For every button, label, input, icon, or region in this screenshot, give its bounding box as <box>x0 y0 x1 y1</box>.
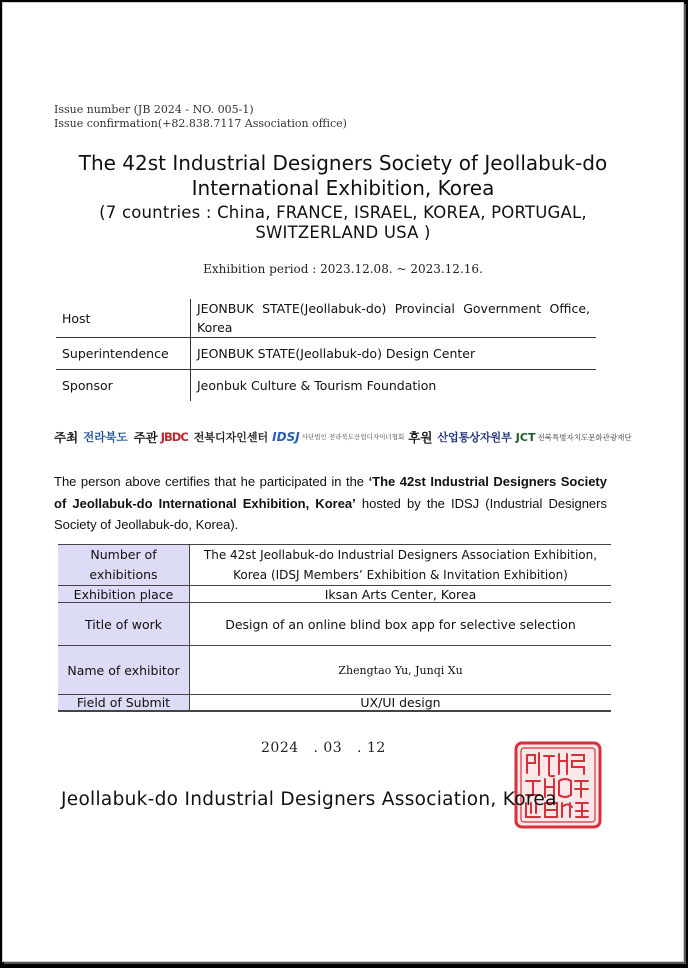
detail-key: Number of exhibitions <box>58 545 190 586</box>
design-center-logo: 전북디자인센터 <box>193 431 269 444</box>
info-value: JEONBUK STATE(Jeollabuk-do) Design Center <box>191 338 597 370</box>
info-row-host <box>56 299 596 338</box>
issuing-association: Jeollabuk-do Industrial Designers Association, Korea <box>61 789 557 810</box>
jeollabukdo-logo-text: 전라북도 <box>83 430 128 444</box>
detail-value: Iksan Arts Center, Korea <box>190 586 612 603</box>
detail-value: Design of an online blind box app for selective selection <box>190 603 612 646</box>
idsj-logo-name: 사단법인 전라북도산업디자이너협회 <box>301 432 405 441</box>
host-label: 주최 <box>54 430 79 445</box>
detail-row <box>58 545 611 586</box>
info-key: Superintendence <box>56 338 191 370</box>
issue-number: Issue number (JB 2024 - NO. 005-1) <box>54 103 254 116</box>
organizer-table <box>56 299 596 401</box>
detail-row <box>58 646 611 695</box>
detail-key: Title of work <box>58 603 190 646</box>
info-value: JEONBUK STATE(Jeollabuk-do) Provincial Government Office, Korea <box>191 299 597 338</box>
detail-value: The 42st Jeollabuk-do Industrial Designers Association Exhibition, Korea (IDSJ Members’ Exhibition & Invitation Exhibition) <box>190 545 612 586</box>
title-line-2: International Exhibition, Korea <box>191 176 495 200</box>
info-key: Sponsor <box>56 370 191 402</box>
countries-list <box>23 203 663 243</box>
title-line-1: The 42st Industrial Designers Society of Jeollabuk-do <box>78 151 608 175</box>
exhibition-title <box>23 151 663 201</box>
detail-key: Name of exhibitor <box>58 646 190 695</box>
organizer-label: 주관 <box>133 430 158 445</box>
certification-statement <box>54 471 607 536</box>
info-row-sponsor <box>56 370 596 402</box>
issue-confirmation: Issue confirmation(+82.838.7117 Association office) <box>54 117 347 130</box>
statement-exhibition-name: ‘The 42st Industrial Designers Society of Jeollabuk-do International Exhibition, Korea’ <box>54 474 607 511</box>
detail-value: UX/UI design <box>190 695 612 712</box>
jct-logo: JCT <box>515 430 536 444</box>
jbdc-logo: JBDC <box>160 430 188 444</box>
motie-logo: 산업통상자원부 <box>437 431 512 444</box>
detail-key: Field of Submit <box>58 695 190 712</box>
countries-line-1: (7 countries : China, FRANCE, ISRAEL, KOREA, PORTUGAL, <box>99 203 587 222</box>
jct-logo-name: 전북특별자치도문화관광재단 <box>537 432 632 442</box>
exhibitor-names: Zhengtao Yu, Junqi Xu <box>190 646 612 695</box>
info-key: Host <box>56 299 191 338</box>
exhibition-period: Exhibition period : 2023.12.08. ~ 2023.12.16. <box>203 262 483 276</box>
detail-row <box>58 603 611 646</box>
detail-row <box>58 586 611 603</box>
statement-text: The person above certifies that he participated in the <box>54 474 369 489</box>
info-value: Jeonbuk Culture & Tourism Foundation <box>197 378 437 393</box>
certificate-page <box>2 2 684 962</box>
detail-row <box>58 695 611 712</box>
info-row-superintendence <box>56 338 596 370</box>
issue-date: 2024 . 03 . 12 <box>261 740 386 756</box>
idsj-logo: IDSJ <box>272 430 300 444</box>
detail-key: Exhibition place <box>58 586 190 603</box>
sponsor-label: 후원 <box>408 430 433 445</box>
logo-strip <box>54 422 632 452</box>
statement-text: hosted by the IDSJ (Industrial Designers Society of Jeollabuk-do, Korea). <box>54 495 607 532</box>
association-seal-icon <box>514 741 602 829</box>
countries-line-2: SWITZERLAND USA ) <box>255 223 431 242</box>
exhibition-details-table <box>58 544 611 712</box>
